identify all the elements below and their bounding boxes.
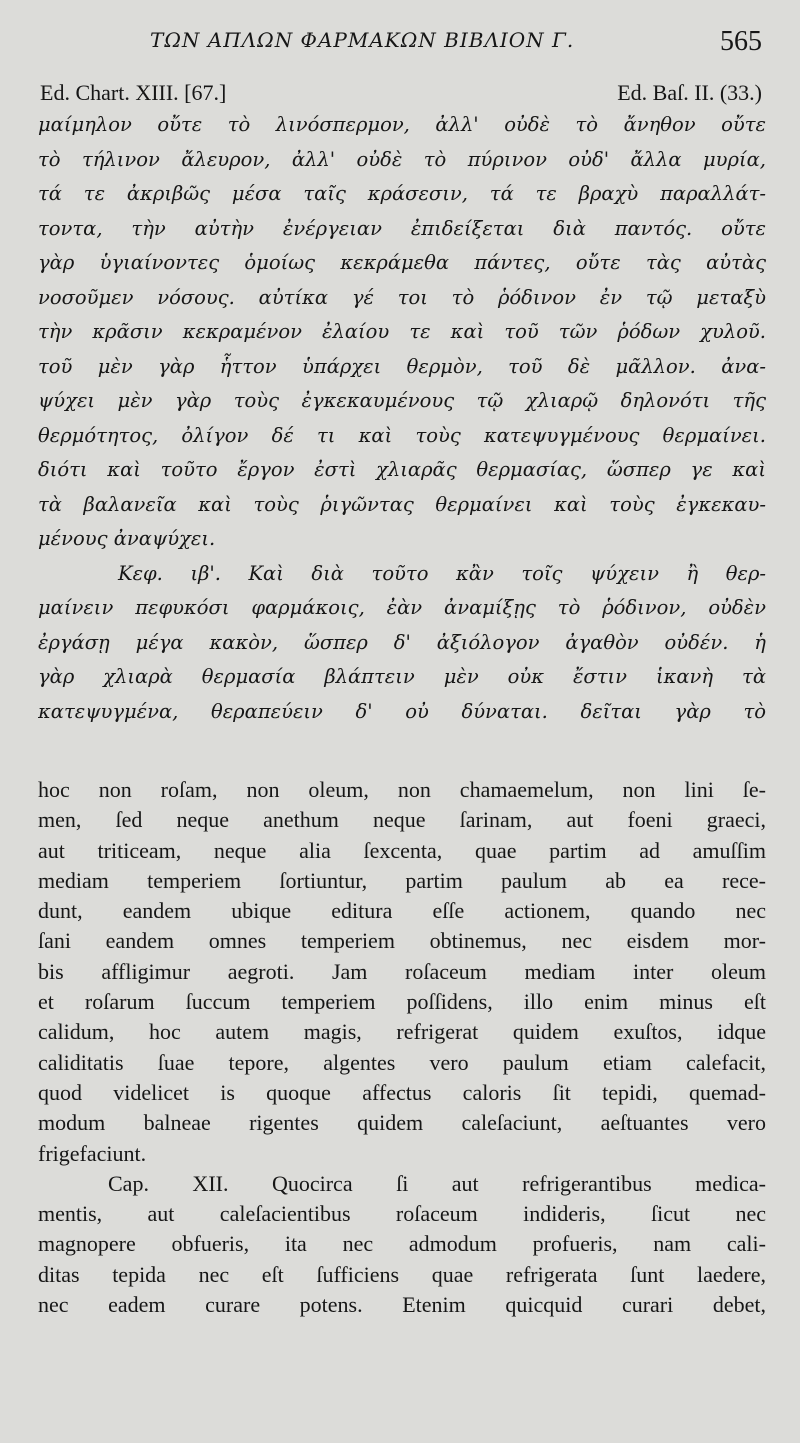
greek-text-line: τοῦ μὲν γὰρ ἧττον ὑπάρχει θερμὸν, τοῦ δὲ μᾶλλον. ἀνα- bbox=[38, 354, 766, 378]
latin-chapter-heading-line: Cap. XII. Quocirca ſi aut refrigerantibus medica- bbox=[108, 1170, 766, 1196]
edition-reference-left: Ed. Chart. XIII. [67.] bbox=[40, 80, 227, 105]
greek-text-line: τὰ βαλανεῖα καὶ τοὺς ῥιγῶντας θερμαίνει καὶ τοὺς ἐγκεκαυ- bbox=[38, 492, 766, 516]
page-number: 565 bbox=[720, 26, 762, 57]
greek-text-line: θερμότητος, ὀλίγον δέ τι καὶ τοὺς κατεψυγμένους θερμαίνει. bbox=[38, 423, 766, 447]
latin-text-line: frigefaciunt. bbox=[38, 1140, 147, 1166]
latin-text-line: men, ſed neque anethum neque ſarinam, aut foeni graeci, bbox=[38, 807, 766, 833]
latin-text-line: bis affligimur aegroti. Jam roſaceum mediam inter oleum bbox=[38, 958, 766, 984]
greek-text-line: τὴν κρᾶσιν κεκραμένον ἐλαίου τε καὶ τοῦ τῶν ῥόδων χυλοῦ. bbox=[38, 320, 766, 343]
latin-text-line: caliditatis ſuae tepore, algentes vero paulum etiam calefacit, bbox=[38, 1049, 766, 1075]
greek-text-line: τά τε ἀκριβῶς μέσα ταῖς κράσεσιν, τά τε βραχὺ παραλλάτ- bbox=[38, 182, 766, 205]
greek-text-line: γὰρ χλιαρὰ θερμασία βλάπτειν μὲν οὐκ ἔστιν ἱκανὴ τὰ bbox=[38, 665, 766, 688]
running-title: ΤΩΝ ΑΠΛΩΝ ΦΑΡΜΑΚΩΝ ΒΙΒΛΙΟΝ Γ. bbox=[150, 28, 575, 52]
greek-text-line: ψύχει μὲν γὰρ τοὺς ἐγκεκαυμένους τῷ χλιαρῷ δηλονότι τῆς bbox=[38, 389, 766, 412]
greek-text-line: τοντα, τὴν αὐτὴν ἐνέργειαν ἐπιδείξεται διὰ παντός. οὔτε bbox=[38, 216, 766, 240]
greek-text-line: διότι καὶ τοῦτο ἔργον ἐστὶ χλιαρᾶς θερμασίας, ὥσπερ γε καὶ bbox=[38, 458, 766, 481]
latin-text-line: dunt, eandem ubique editura eſſe actionem, quando nec bbox=[38, 898, 766, 924]
latin-text-line: hoc non roſam, non oleum, non chamaemelum, non lini ſe- bbox=[38, 777, 766, 802]
greek-text-line: κατεψυγμένα, θεραπεύειν δ' οὐ δύναται. δεῖται γὰρ τὸ bbox=[38, 699, 766, 723]
latin-text-line: nec eadem curare potens. Etenim quicquid curari debet, bbox=[38, 1292, 766, 1318]
latin-text-line: mediam temperiem ſortiuntur, partim paulum ab ea rece- bbox=[38, 867, 766, 893]
greek-text-line: μένους ἀναψύχει. bbox=[38, 527, 216, 550]
latin-text-line: quod videlicet is quoque affectus caloris ſit tepidi, quemad- bbox=[38, 1079, 766, 1105]
latin-text-line: mentis, aut caleſacientibus roſaceum indideris, ſicut nec bbox=[38, 1201, 766, 1227]
edition-reference-right: Ed. Baſ. II. (33.) bbox=[617, 80, 762, 105]
greek-text-line: τὸ τήλινον ἄλευρον, ἀλλ' οὐδὲ τὸ πύρινον οὐδ' ἄλλα μυρία, bbox=[38, 147, 766, 171]
greek-text-line: μαίμηλον οὔτε τὸ λινόσπερμον, ἀλλ' οὐδὲ τὸ ἄνηθον οὔτε bbox=[38, 113, 766, 136]
greek-text-line: μαίνειν πεφυκόσι φαρμάκοις, ἐὰν ἀναμίξῃς τὸ ῥόδινον, οὐδὲν bbox=[38, 596, 766, 619]
latin-text-line: magnopere obfueris, ita nec admodum profueris, nam cali- bbox=[38, 1231, 766, 1257]
latin-text-line: ditas tepida nec eſt ſufficiens quae refrigerata ſunt laedere, bbox=[38, 1261, 766, 1287]
greek-text-line: νοσοῦμεν νόσους. αὐτίκα γέ τοι τὸ ῥόδινον ἐν τῷ μεταξὺ bbox=[38, 285, 766, 309]
latin-text-line: aut triticeam, neque alia ſexcenta, quae partim ad amuſſim bbox=[38, 837, 766, 863]
latin-text-line: et roſarum ſuccum temperiem poſſidens, illo enim minus eſt bbox=[38, 989, 766, 1015]
greek-text-line: γὰρ ὑγιαίνοντες ὁμοίως κεκράμεθα πάντες, οὔτε τὰς αὐτὰς bbox=[38, 251, 766, 274]
latin-text-line: ſani eandem omnes temperiem obtinemus, nec eisdem mor- bbox=[38, 928, 766, 954]
latin-text-line: modum balneae rigentes quidem caleſaciunt, aeſtuantes vero bbox=[38, 1110, 766, 1136]
greek-text-block bbox=[38, 108, 766, 729]
greek-text-line: ἐργάσῃ μέγα κακὸν, ὥσπερ δ' ἀξιόλογον ἀγαθὸν οὐδέν. ἡ bbox=[38, 630, 766, 654]
latin-text-line: calidum, hoc autem magis, refrigerat quidem exuſtos, idque bbox=[38, 1019, 766, 1045]
latin-text-block bbox=[38, 775, 766, 1320]
greek-chapter-heading-line: Κεφ. ιβ'. Καὶ διὰ τοῦτο κἂν τοῖς ψύχειν ἢ θερ- bbox=[118, 561, 766, 585]
